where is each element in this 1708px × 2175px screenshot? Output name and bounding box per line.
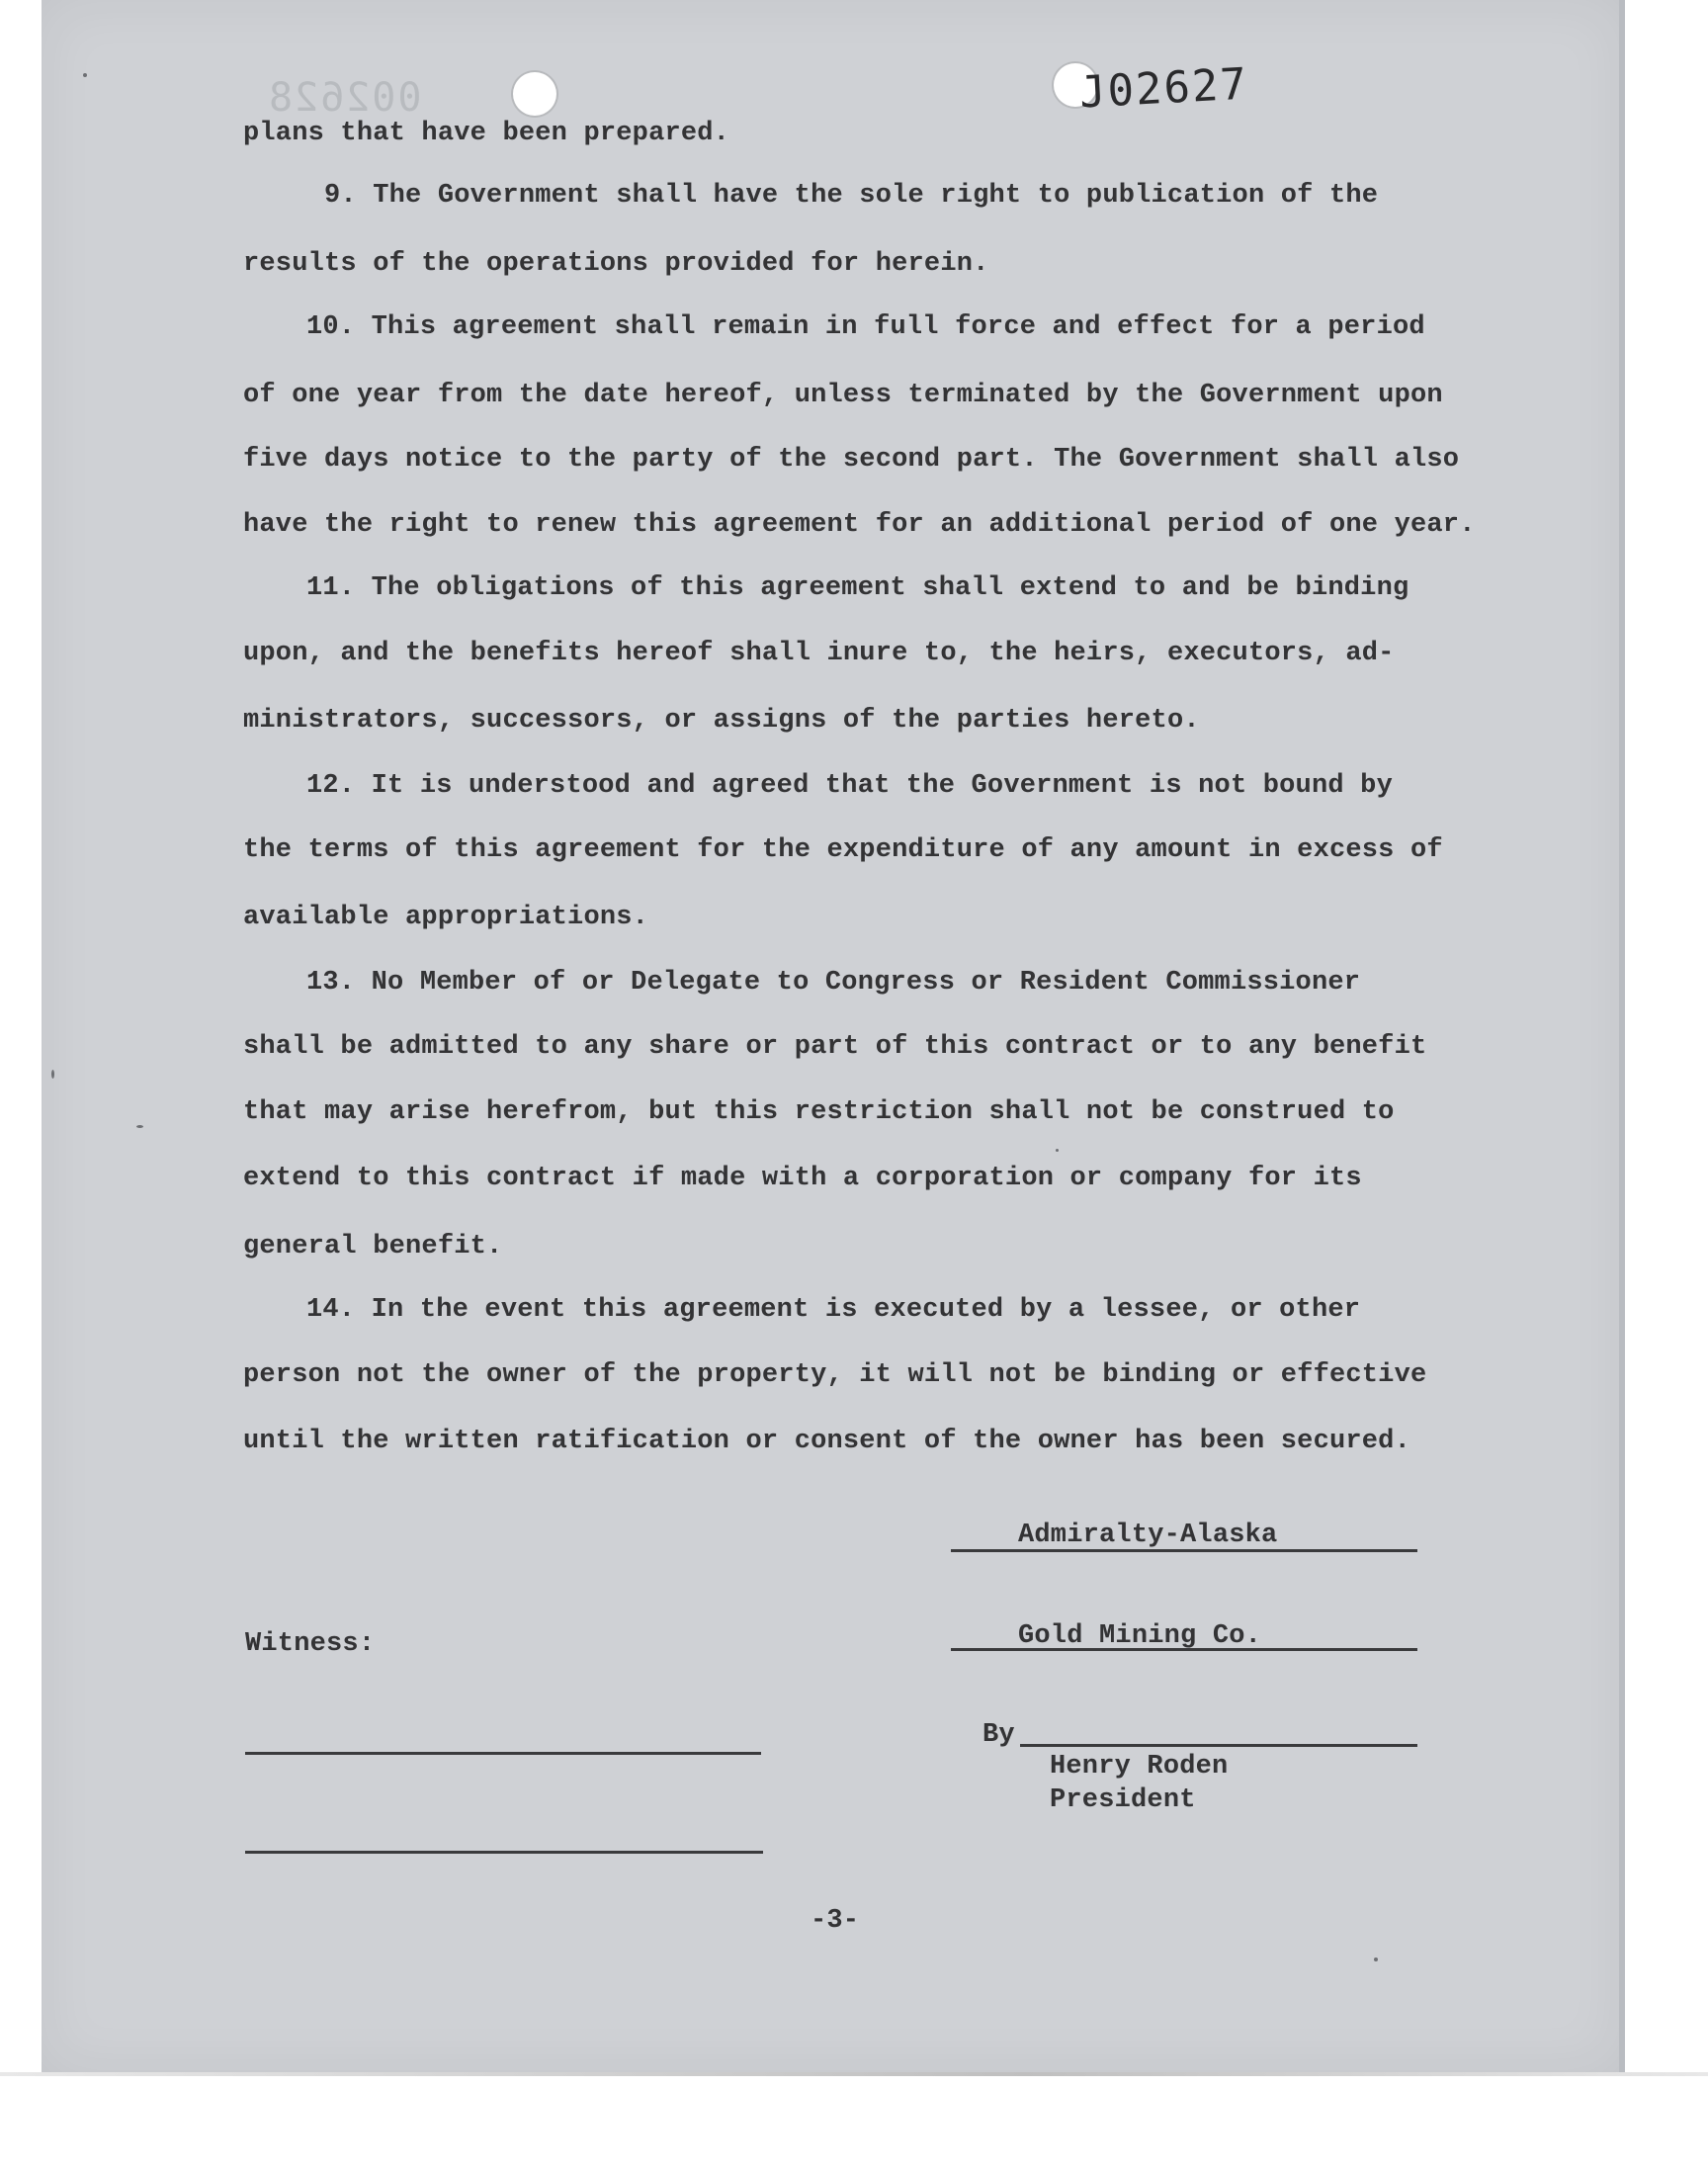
body-line: five days notice to the party of the second part. The Government shall also	[243, 445, 1460, 475]
by-signature-line	[1020, 1744, 1417, 1747]
bleed-through-stamp: 002628	[267, 75, 422, 121]
scan-speck	[1056, 1149, 1059, 1152]
body-line: have the right to renew this agreement for an additional period of one year.	[243, 510, 1476, 540]
punch-hole-left	[513, 72, 556, 116]
body-line: upon, and the benefits hereof shall inure to, the heirs, executors, ad-	[243, 639, 1395, 668]
clause-14-line: 14. In the event this agreement is executed by a lessee, or other	[306, 1295, 1361, 1325]
body-line: available appropriations.	[243, 903, 649, 932]
scan-speck	[136, 1125, 143, 1128]
body-line: of one year from the date hereof, unless terminated by the Government upon	[243, 381, 1443, 410]
clause-10-line: 10. This agreement shall remain in full force and effect for a period	[306, 312, 1425, 342]
document-number-stamp: J02627	[1077, 58, 1250, 119]
body-line: the terms of this agreement for the expenditure of any amount in excess of	[243, 835, 1443, 865]
clause-13-line: 13. No Member of or Delegate to Congress or Resident Commissioner	[306, 968, 1361, 998]
body-line: plans that have been prepared.	[243, 119, 730, 148]
body-line: general benefit.	[243, 1232, 503, 1262]
body-line: extend to this contract if made with a corporation or company for its	[243, 1164, 1362, 1193]
page-number: -3-	[811, 1906, 860, 1936]
by-label: By	[982, 1720, 1015, 1750]
witness-signature-line-1	[245, 1752, 761, 1755]
company-signature-line-2	[951, 1648, 1417, 1651]
clause-11-line: 11. The obligations of this agreement shall extend to and be binding	[306, 573, 1409, 603]
clause-12-line: 12. It is understood and agreed that the Government is not bound by	[306, 771, 1393, 801]
body-line: that may arise herefrom, but this restriction shall not be construed to	[243, 1097, 1395, 1127]
scan-speck	[83, 73, 87, 77]
scan-speck	[1374, 1958, 1378, 1961]
company-name-line-2: Gold Mining Co.	[1018, 1621, 1262, 1651]
scan-bottom-edge	[0, 2072, 1708, 2076]
company-signature-line-1	[951, 1549, 1417, 1552]
witness-label: Witness:	[245, 1629, 376, 1659]
clause-9-line: 9. The Government shall have the sole right to publication of the	[324, 181, 1379, 211]
body-line: shall be admitted to any share or part of this contract or to any benefit	[243, 1032, 1427, 1062]
signer-title: President	[1050, 1785, 1196, 1815]
signer-name: Henry Roden	[1050, 1752, 1229, 1782]
witness-signature-line-2	[245, 1851, 763, 1854]
company-name-line-1: Admiralty-Alaska	[1018, 1521, 1278, 1550]
scan-speck	[51, 1070, 54, 1079]
body-line: ministrators, successors, or assigns of the parties hereto.	[243, 706, 1200, 736]
body-line: until the written ratification or consent of the owner has been secured.	[243, 1427, 1410, 1456]
body-line: results of the operations provided for herein.	[243, 249, 989, 279]
body-line: person not the owner of the property, it will not be binding or effective	[243, 1360, 1427, 1390]
page-edge-shadow	[1619, 0, 1625, 2072]
